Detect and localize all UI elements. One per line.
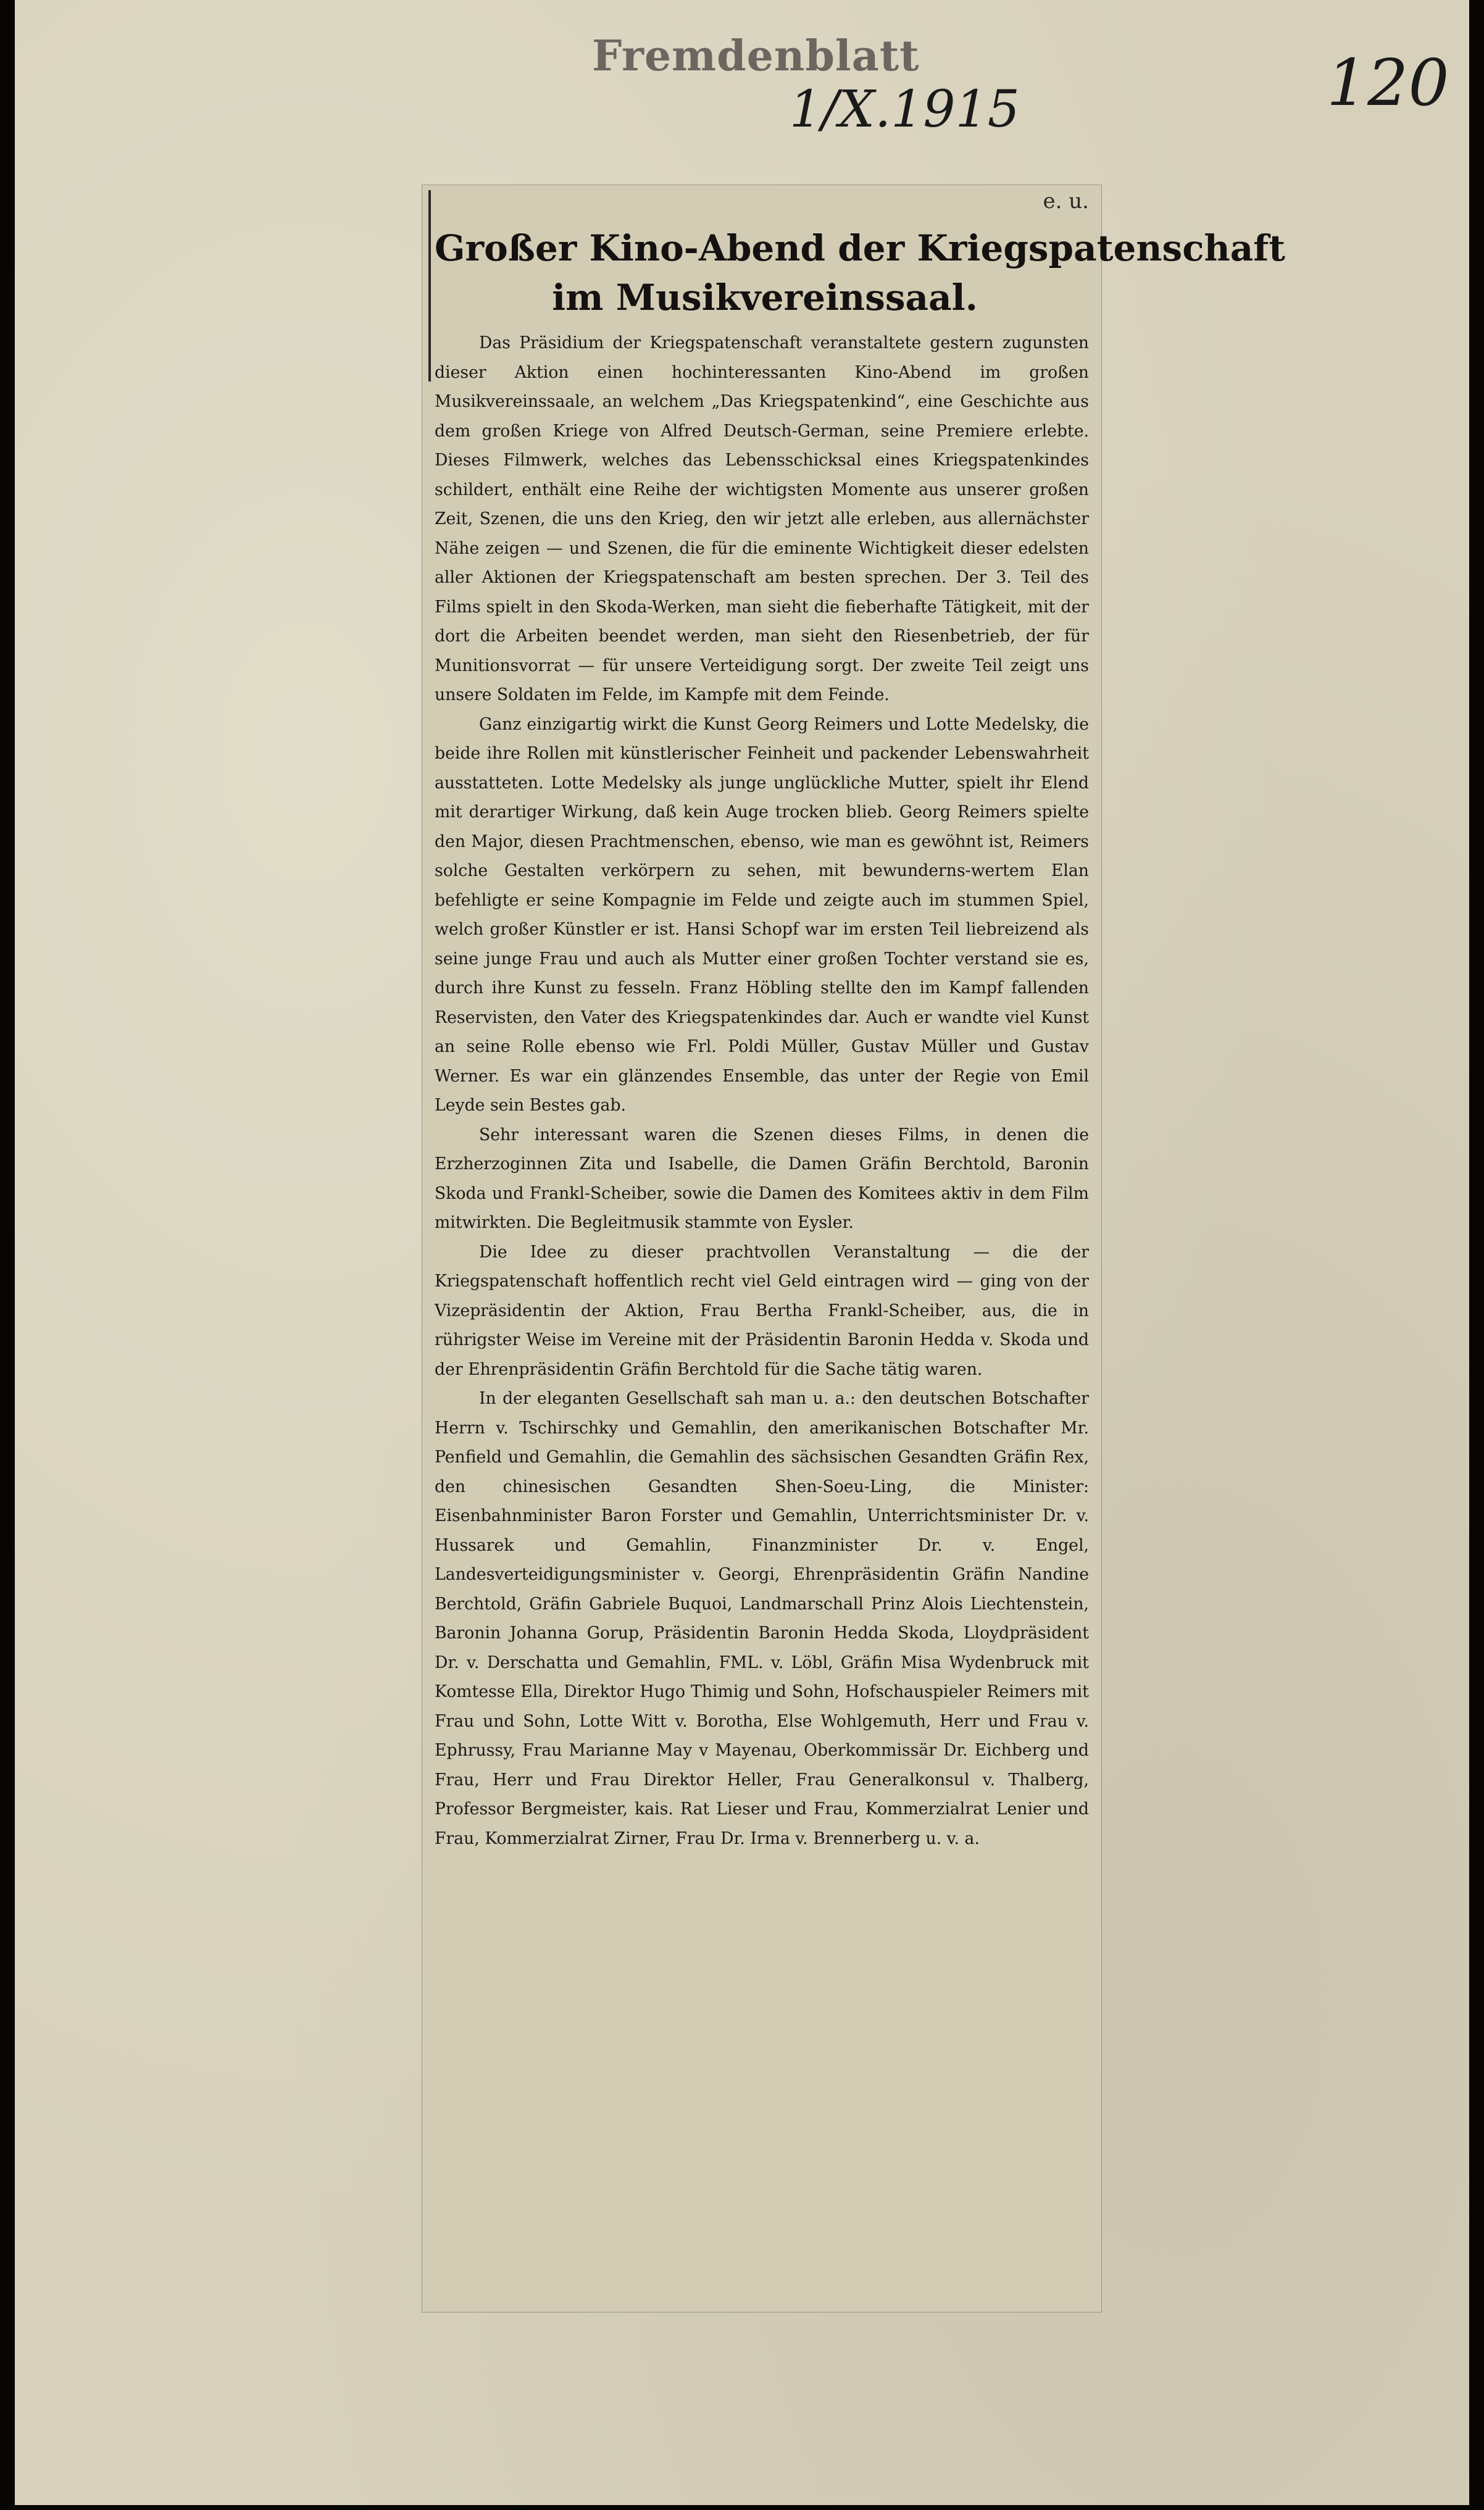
article-paragraph: Sehr interessant waren die Szenen dieses Films, in denen die Erzherzoginnen Zita und Isabelle, die Damen Gräfin Berchtold, Baronin Skoda und Frankl-Scheiber, sowie die Damen des Komitees aktiv in dem Film mitwirkten. Die Begleitmusik stammte von Eysler. [435, 1125, 1089, 1232]
newspaper-clipping [422, 185, 1286, 2312]
headline-line-1: Großer Kino-Abend der Kriegspatenschaft [435, 227, 1286, 269]
clipping-rule [428, 190, 431, 382]
archive-sheet [15, 0, 1469, 2505]
headline-line-2: im Musikvereinssaal. [552, 277, 978, 319]
article-paragraph: Ganz einzigartig wirkt die Kunst Georg Reimers und Lotte Medelsky, die beide ihre Rollen mit künstlerischer Feinheit und packender Lebenswahrheit ausstatteten. Lotte Medelsky als junge unglückliche Mutter, spielt ihr Elend mit derartiger Wirkung, daß kein Auge trocken blieb. Georg Reimers spielte den Major, diesen Prachtmenschen, ebenso, wie man es gewöhnt ist, Reimers solche Gestalten verkörpern zu sehen, mit bewunderns-wertem Elan befehligte er seine Kompagnie im Felde und zeigte auch im stummen Spiel, welch großer Künstler er ist. Hansi Schopf war im ersten Teil liebreizend als seine junge Frau und auch als Mutter einer großen Tochter verstand sie es, durch ihre Kunst zu fesseln. Franz Höbling stellte den im Kampf fallenden Reservisten, den Vater des Kriegspatenkindes dar. Auch er wandte viel Kunst an seine Rolle ebenso wie Frl. Poldi Müller, Gustav Müller und Gustav Werner. Es war ein glänzendes Ensemble, das unter der Regie von Emil Leyde sein Bestes gab. [435, 714, 1089, 1115]
clipping-mark: e. u. [1043, 189, 1089, 214]
handwritten-page-number: 120 [1327, 45, 1449, 120]
article-body [435, 328, 1089, 2291]
newspaper-stamp: Fremdenblatt [592, 31, 920, 81]
article-headline [435, 223, 1286, 328]
handwritten-date: 1/X.1915 [790, 80, 1020, 139]
article-paragraph: In der eleganten Gesellschaft sah man u. a.: den deutschen Botschafter Herrn v. Tschirschky und Gemahlin, den amerikanischen Botschafter Mr. Penfield und Gemahlin, die Gemahlin des sächsischen Gesandten Gräfin Rex, den chinesischen Gesandten Shen-Soeu-Ling, die Minister: Eisenbahnminister Baron Forster und Gemahlin, Unterrichtsminister Dr. v. Hussarek und Gemahlin, Finanzminister Dr. v. Engel, Landesverteidigungsminister v. Georgi, Ehrenpräsidentin Gräfin Nandine Berchtold, Gräfin Gabriele Buquoi, Landmarschall Prinz Alois Liechtenstein, Baronin Johanna Gorup, Präsidentin Baronin Hedda Skoda, Lloydpräsident Dr. v. Derschatta und Gemahlin, FML. v. Löbl, Gräfin Misa Wydenbruck mit Komtesse Ella, Direktor Hugo Thimig und Sohn, Hofschauspieler Reimers mit Frau und Sohn, Lotte Witt v. Borotha, Else Wohlgemuth, Herr und Frau v. Ephrussy, Frau Marianne May v Mayenau, Oberkommissär Dr. Eichberg und Frau, Herr und Frau Direktor Heller, Frau Generalkonsul v. Thalberg, Professor Bergmeister, kais. Rat Lieser und Frau, Kommerzialrat Lenier und Frau, Kommerzialrat Zirner, Frau Dr. Irma v. Brennerberg u. v. a. [435, 1389, 1089, 1848]
article-paragraph: Das Präsidium der Kriegspatenschaft veranstaltete gestern zugunsten dieser Aktion einen hochinteressanten Kino-Abend im großen Musikvereinssaale, an welchem „Das Kriegspatenkind“, eine Geschichte aus dem großen Kriege von Alfred Deutsch-German, seine Premiere erlebte. Dieses Filmwerk, welches das Lebensschicksal eines Kriegspatenkindes schildert, enthält eine Reihe der wichtigsten Momente aus unserer großen Zeit, Szenen, die uns den Krieg, den wir jetzt alle erleben, aus allernächster Nähe zeigen — und Szenen, die für die eminente Wichtigkeit dieser edelsten aller Aktionen der Kriegspatenschaft am besten sprechen. Der 3. Teil des Films spielt in den Skoda-Werken, man sieht die fieberhafte Tätigkeit, mit der dort die Arbeiten beendet werden, man sieht den Riesenbetrieb, der für Munitionsvorrat — für unsere Verteidigung sorgt. Der zweite Teil zeigt uns unsere Soldaten im Felde, im Kampfe mit dem Feinde. [435, 333, 1089, 704]
article-paragraph: Die Idee zu dieser prachtvollen Veranstaltung — die der Kriegspatenschaft hoffentlich recht viel Geld eintragen wird — ging von der Vizepräsidentin der Aktion, Frau Bertha Frankl-Scheiber, aus, die in rührigster Weise im Vereine mit der Präsidentin Baronin Hedda v. Skoda und der Ehrenpräsidentin Gräfin Berchtold für die Sache tätig waren. [435, 1242, 1089, 1379]
